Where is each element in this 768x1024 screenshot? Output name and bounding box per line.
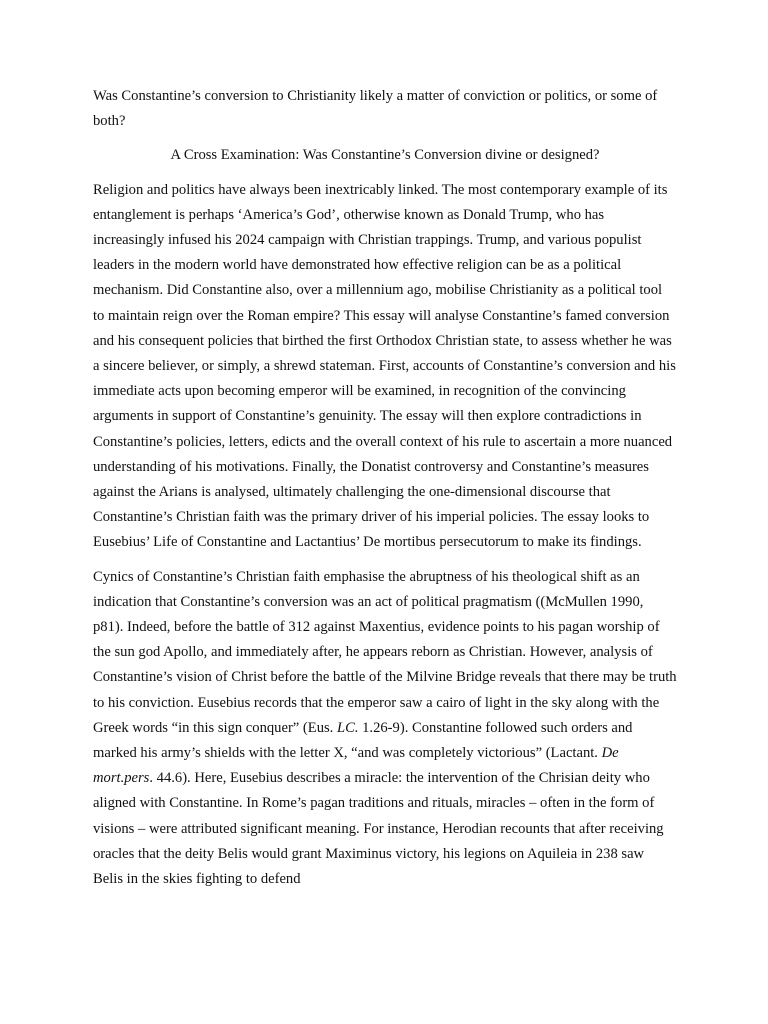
paragraph-introduction: Religion and politics have always been inextricably linked. The most contemporary example of its entanglement is perhaps ‘America’s God’, otherwise known as Donald Trump, who has increasingly infused his 2024 campaign with Christian trappings. Trump, and various populist leaders in the modern world have demonstrated how effective religion can be as a political mechanism. Did Constantine also, over a millennium ago, mobilise Christianity as a political tool to maintain reign over the Roman empire? This essay will analyse Constantine’s famed conversion and his consequent policies that birthed the first Orthodox Christian state, to assess whether he was a sincere believer, or simply, a shrewd stateman. First, accounts of Constantine’s conversion and his immediate acts upon becoming emperor will be examined, in recognition of the convincing arguments in support of Constantine’s genuinity. The essay will then explore contradictions in Constantine’s policies, letters, edicts and the overall context of his rule to ascertain a more nuanced understanding of his motivations. Finally, the Donatist controversy and Constantine’s measures against the Arians is analysed, ultimately challenging the one-dimensional discourse that Constantine’s Christian faith was the primary driver of his imperial policies. The essay looks to Eusebius’ Life of Constantine and Lactantius’ De mortibus persecutorum to make its findings. <box>93 181 676 551</box>
essay-title: A Cross Examination: Was Constantine’s Conversion divine or designed? <box>170 147 600 164</box>
citation-de-mort-pers: De mort.pers <box>93 745 619 787</box>
document-body <box>93 84 677 901</box>
citation-lc: LC. <box>336 719 359 736</box>
paragraph-text-part-2: 1.26-9). Constantine followed such orders and marked his army’s shields with the letter X, “and was completely victorious” (Lactant. <box>93 719 633 762</box>
essay-question: Was Constantine’s conversion to Christianity likely a matter of conviction or politics, or some of both? <box>93 88 658 130</box>
paragraph-text-part-1: Cynics of Constantine’s Christian faith emphasise the abruptness of his theological shift as an indication that Constantine’s conversion was an act of political pragmatism ((McMullen 1990, p81). Indeed, before the battle of 312 against Maxentius, evidence points to his pagan worship of the sun god Apollo, and immediately after, he appears reborn as Christian. However, analysis of Constantine’s vision of Christ before the battle of the Milvine Bridge reveals that there may be truth to his conviction. Eusebius records that the emperor saw a cairo of light in the sky along with the Greek words “in this sign conquer” (Eus. <box>93 568 677 736</box>
paragraph-conversion <box>93 565 677 893</box>
paragraph-text-part-3: . 44.6). Here, Eusebius describes a miracle: the intervention of the Chrisian deity who aligned with Constantine. In Rome’s pagan traditions and rituals, miracles – often in the form of visions – were attributed significant meaning. For instance, Herodian recounts that after receiving oracles that the deity Belis would grant Maximinus victory, his legions on Aquileia in 238 saw Belis in the skies fighting to defend <box>93 770 664 888</box>
